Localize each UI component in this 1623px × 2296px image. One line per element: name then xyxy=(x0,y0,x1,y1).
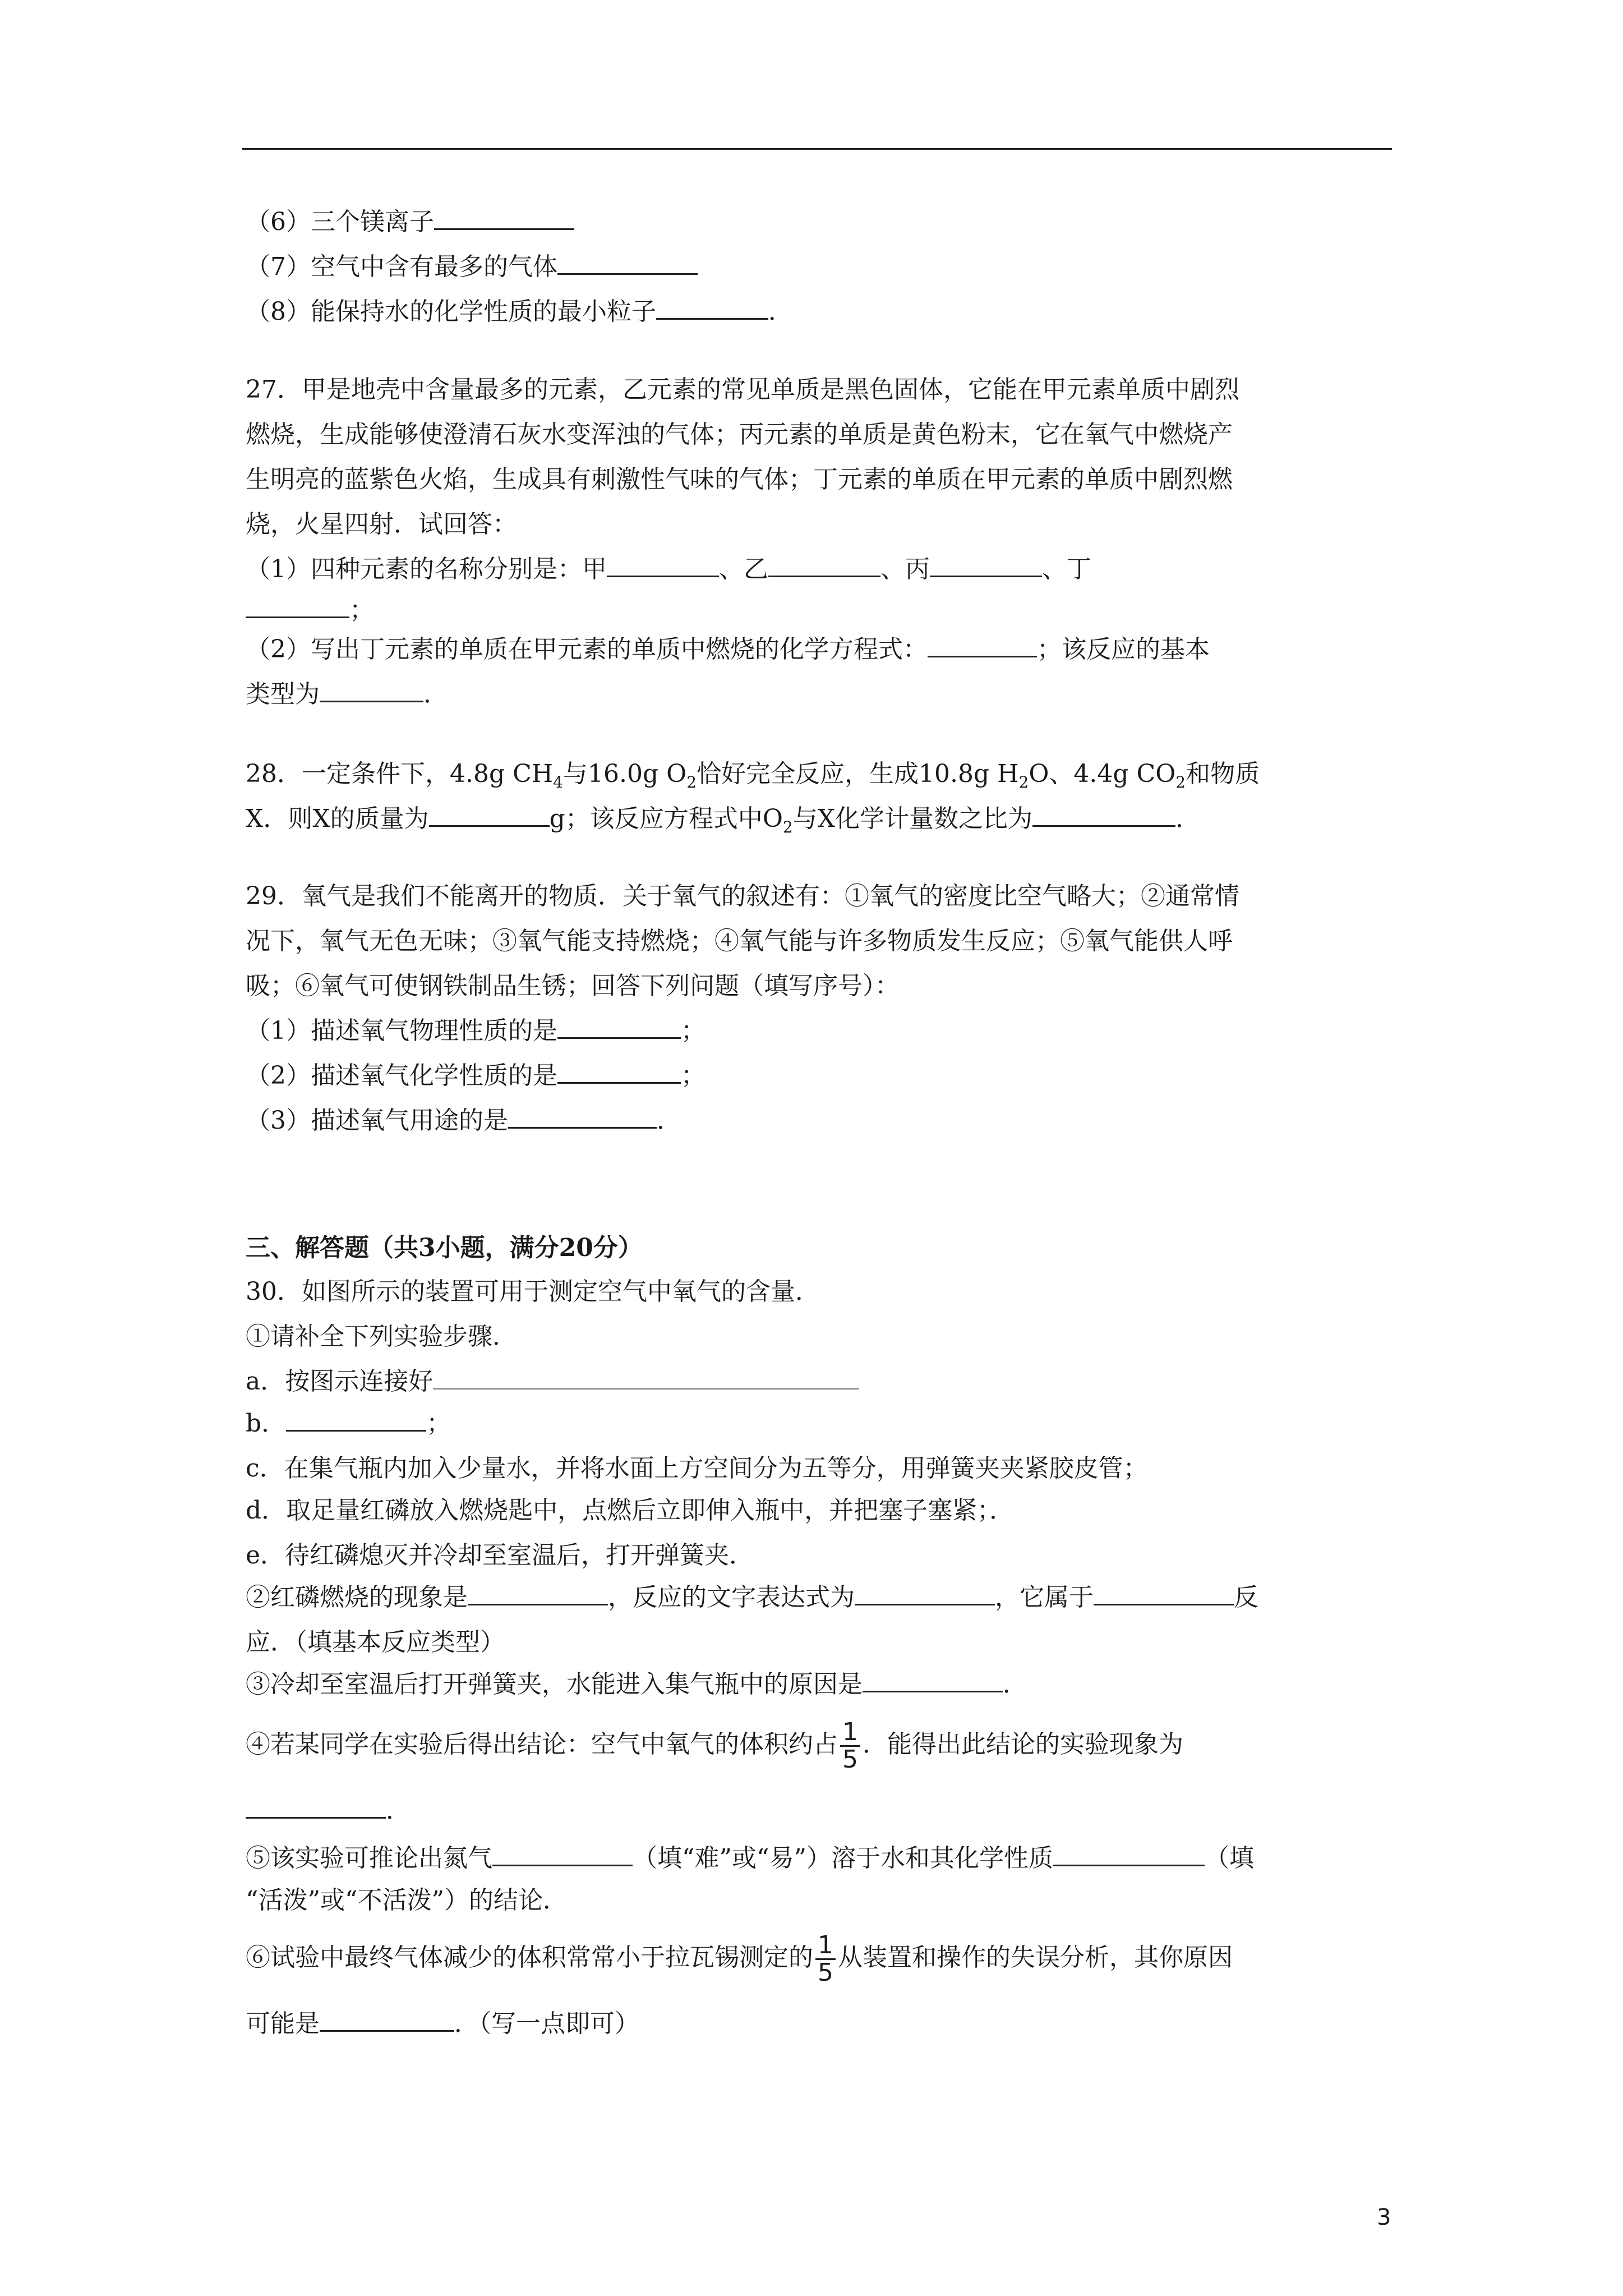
answer-blank[interactable] xyxy=(855,1581,995,1605)
fraction-one-fifth: $\frac{1}{5}$ xyxy=(840,1719,860,1773)
answer-blank[interactable] xyxy=(492,1842,633,1866)
q27-sub-2: （2）写出丁元素的单质在甲元素的单质中燃烧的化学方程式： ；该反应的基本 xyxy=(246,633,1210,666)
answer-blank[interactable] xyxy=(246,594,349,618)
answer-blank[interactable] xyxy=(557,1060,681,1084)
q30-step-d: d．取足量红磷放入燃烧匙中，点燃后立即伸入瓶中，并把塞子塞紧；． xyxy=(246,1496,1015,1525)
answer-blank[interactable] xyxy=(863,1668,1003,1692)
answer-blank[interactable] xyxy=(508,1105,657,1129)
page-number: 3 xyxy=(1377,2205,1391,2230)
header-rule xyxy=(242,148,1392,150)
answer-blank[interactable] xyxy=(1032,803,1175,827)
q30-step-b: b． ； xyxy=(246,1407,451,1441)
answer-blank[interactable] xyxy=(928,633,1037,657)
q28-line-2: X．则X的质量为 g；该反应方程式中$O_2$与X化学计量数之比为 ． xyxy=(246,802,1200,844)
answer-blank[interactable] xyxy=(1053,1842,1205,1866)
answer-blank[interactable] xyxy=(557,251,698,275)
q28-line-1: 28．一定条件下，4.8g $CH_4$与16.0g $O_2$恰好完全反应，生成10.8g $H_2O$、4.4g $CO_2$和物质 xyxy=(246,760,1260,792)
q26-line-7 xyxy=(246,250,698,284)
q30-step-e: e．待红磷熄灭并冷却至室温后，打开弹簧夹． xyxy=(246,1541,754,1570)
answer-blank[interactable] xyxy=(434,206,574,230)
q30-circle-2-cont: 应．（填基本反应类型） xyxy=(246,1628,505,1657)
q29-paragraph-line: 况下，氧气无色无味；③氧气能支持燃烧；④氧气能与许多物质发生反应；⑤氧气能供人呼 xyxy=(246,927,1233,955)
answer-blank[interactable] xyxy=(557,1015,681,1039)
q27-paragraph-line: 生明亮的蓝紫色火焰，生成具有刺激性气味的气体；丁元素的单质在甲元素的单质中剧烈燃 xyxy=(246,465,1233,494)
q30-circle-6-cont: 可能是 ．（写一点即可） xyxy=(246,2007,639,2041)
q29-sub-1: （1）描述氧气物理性质的是 ； xyxy=(246,1014,706,1048)
q30-step-a: a．按图示连接好 xyxy=(246,1365,859,1398)
answer-blank[interactable] xyxy=(607,553,719,577)
q30-circle-3: ③冷却至室温后打开弹簧夹，水能进入集气瓶中的原因是 ． xyxy=(246,1668,1027,1701)
q27-sub-1-cont: ； xyxy=(246,593,374,627)
q29-sub-2: （2）描述氧气化学性质的是 ； xyxy=(246,1059,706,1093)
answer-blank[interactable] xyxy=(1094,1581,1234,1605)
answer-blank[interactable] xyxy=(656,296,768,320)
fraction-one-fifth: $\frac{1}{5}$ xyxy=(815,1932,836,1986)
q26-text-6: （6）三个镁离子 xyxy=(246,208,434,236)
answer-blank[interactable] xyxy=(320,678,423,702)
q30-circle-5: ⑤该实验可推论出氮气 （填“难”或“易”）溶于水和其化学性质 （填 xyxy=(246,1842,1254,1875)
q27-sub-1: （1）四种元素的名称分别是：甲 、乙 、丙 、丁 xyxy=(246,553,1091,586)
q27-paragraph-line: 燃烧，生成能够使澄清石灰水变浑浊的气体；丙元素的单质是黄色粉末，它在氧气中燃烧产 xyxy=(246,420,1233,449)
q26-line-6 xyxy=(246,205,574,239)
answer-blank[interactable] xyxy=(433,1366,859,1389)
section-heading: 三、解答题（共3小题，满分20分） xyxy=(246,1234,643,1262)
q30-circle-5-cont: “活泼”或“不活泼”）的结论． xyxy=(246,1886,568,1915)
q30-circle-4: ④若某同学在实验后得出结论：空气中氧气的体积约占 $\frac{1}{5}$ ．能得出此结论的实验现象为 xyxy=(246,1718,1183,1774)
q26-line-8: （8）能保持水的化学性质的最小粒子 ． xyxy=(246,295,793,329)
q30-circle-6: ⑥试验中最终气体减少的体积常常小于拉瓦锡测定的 $\frac{1}{5}$ 从装置和操作的失误分析，其你原因 xyxy=(246,1931,1233,1987)
answer-blank[interactable] xyxy=(468,1581,608,1605)
q27-paragraph-line: 27．甲是地壳中含量最多的元素，乙元素的常见单质是黑色固体，它能在甲元素单质中剧烈 xyxy=(246,375,1239,404)
q26-text-8: （8）能保持水的化学性质的最小粒子 xyxy=(246,297,656,326)
q30-step-c: c．在集气瓶内加入少量水，并将水面上方空间分为五等分，用弹簧夹夹紧胶皮管； xyxy=(246,1454,1148,1483)
q30-circle-2: ②红磷燃烧的现象是 ，反应的文字表达式为 ，它属于 反 xyxy=(246,1581,1258,1614)
answer-blank[interactable] xyxy=(320,2008,454,2032)
q29-paragraph-line: 吸；⑥氧气可使钢铁制品生锈；回答下列问题（填写序号）： xyxy=(246,972,900,1000)
answer-blank[interactable] xyxy=(286,1407,426,1432)
q30-circle-4-cont: ． xyxy=(246,1794,411,1828)
q29-sub-3: （3）描述氧气用途的是 ． xyxy=(246,1104,681,1138)
q30-heading: 30．如图所示的装置可用于测定空气中氧气的含量． xyxy=(246,1277,820,1306)
answer-blank[interactable] xyxy=(768,553,880,577)
q29-paragraph-line: 29．氧气是我们不能离开的物质．关于氧气的叙述有：①氧气的密度比空气略大；②通常情 xyxy=(246,882,1239,910)
q30-circle-1: ①请补全下列实验步骤． xyxy=(246,1322,517,1351)
q26-text-7: （7）空气中含有最多的气体 xyxy=(246,252,557,281)
q27-sub-2-cont: 类型为 ． xyxy=(246,678,448,711)
answer-blank[interactable] xyxy=(930,553,1042,577)
q27-paragraph-line: 烧，火星四射．试回答： xyxy=(246,510,517,539)
answer-blank[interactable] xyxy=(246,1795,386,1819)
answer-blank[interactable] xyxy=(429,803,550,827)
